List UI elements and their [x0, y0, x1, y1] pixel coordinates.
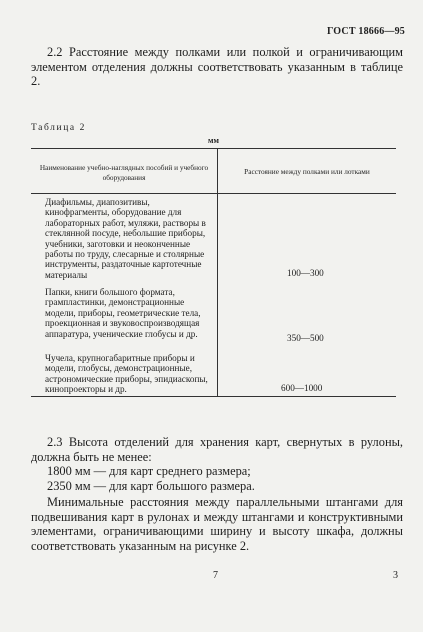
page-number: 7	[213, 570, 218, 581]
table-title: Таблица 2	[31, 123, 87, 133]
size-line-medium: 1800 мм — для карт среднего размера;	[47, 464, 251, 478]
table-header-distance: Расстояние между полками или лотками	[244, 167, 370, 176]
table-header-item: Наименование учебно-наглядных пособий и учебного оборудования	[39, 163, 209, 182]
table-row-item: Чучела, крупногабаритные приборы и модели, глобусы, демонстрационные, астрономические приборы, эпидиаскопы, кинопроекторы и др.	[45, 353, 208, 395]
size-line-large: 2350 мм — для карт большого размера.	[47, 479, 255, 493]
table-row-distance: 100—300	[287, 268, 324, 278]
document-header: ГОСТ 18666—95	[326, 26, 405, 37]
table-column-divider	[217, 149, 218, 396]
section-2-3-paragraph: 2.3 Высота отделений для хранения карт, свернутых в рулоны, должна быть не менее:	[31, 435, 403, 464]
sheet-number: 3	[393, 570, 398, 581]
table-row-distance: 350—500	[287, 333, 324, 343]
section-2-2-paragraph: 2.2 Расстояние между полками или полкой и ограничивающим элементом отделения должны соответствовать указанным в таблице 2.	[31, 45, 403, 88]
table-units: мм	[208, 136, 219, 145]
table-2	[31, 148, 396, 397]
table-row-distance: 600—1000	[281, 383, 323, 393]
min-distances-paragraph: Минимальные расстояния между параллельными штангами для подвешивания карт в рулонах и между штангами и конструктивными элементами, ограничивающими ширину и высоту шкафа, должны соответствовать указанным на рисунке 2.	[31, 495, 403, 553]
table-row-item: Папки, книги большого формата, грампластинки, демонстрационные модели, приборы, геометрические тела, проекционная и звуковоспроизводящая аппаратура, ученические глобусы и др.	[45, 287, 201, 339]
table-row-item: Диафильмы, диапозитивы, кинофрагменты, оборудование для лабораторных работ, муляжи, растворы в стеклянной посуде, небольшие приборы, учебники, заготовки и неоконченные работы по труду, слесарные и столярные инструменты, раздаточные картотечные материалы	[45, 197, 206, 280]
table-header-divider	[31, 193, 396, 194]
